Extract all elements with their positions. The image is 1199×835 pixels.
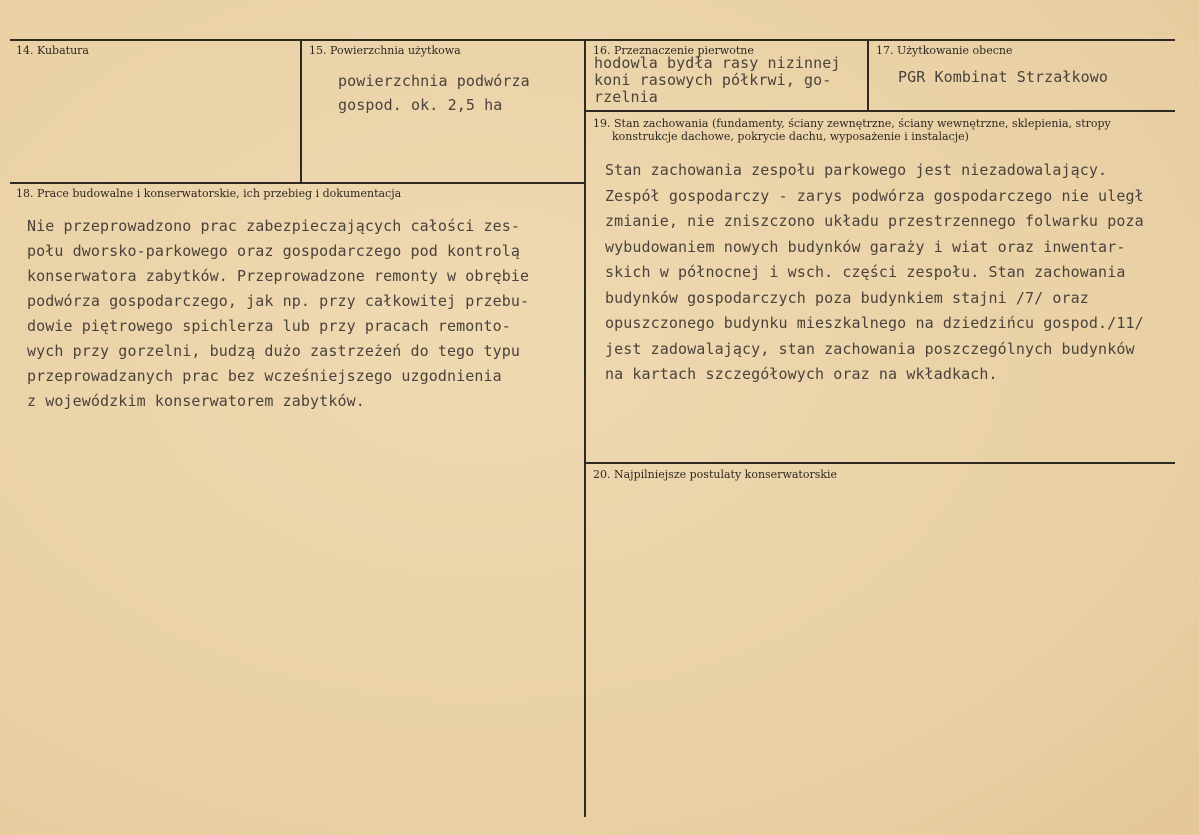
field-18-line: dowie piętrowego spichlerza lub przy pracach remonto- <box>27 317 511 335</box>
field-15-line: gospod. ok. 2,5 ha <box>338 96 503 114</box>
field-19-line: wybudowaniem nowych budynków garaży i wiat oraz inwentar- <box>605 237 1126 256</box>
field-16-line: rzelnia <box>594 88 658 106</box>
rule-above-18 <box>10 182 585 184</box>
field-19-line: skich w północnej i wsch. części zespołu. Stan zachowania <box>605 263 1126 281</box>
field-18-line: podwórza gospodarczego, jak np. przy całkowitej przebu- <box>27 292 530 310</box>
field-18-line: przeprowadzanych prac bez wcześniejszego uzgodnienia <box>27 367 502 385</box>
rule-above-20 <box>585 462 1175 464</box>
top-rule <box>10 39 1175 41</box>
divider-16-17 <box>867 40 869 110</box>
field-19-line: na kartach szczegółowych oraz na wkładkach. <box>605 365 998 383</box>
field-18-label: 18. Prace budowalne i konserwatorskie, ich przebieg i dokumentacja <box>16 187 402 200</box>
field-16-value <box>594 55 841 106</box>
divider-main-vertical <box>584 40 586 817</box>
field-19-line: Stan zachowania zespołu parkowego jest niezadowalający. <box>605 161 1108 179</box>
divider-14-15 <box>300 40 302 183</box>
field-19-label-line2: konstrukcje dachowe, pokrycie dachu, wyposażenie i instalacje) <box>612 130 969 143</box>
field-16-line: koni rasowych półkrwi, go- <box>594 71 832 89</box>
field-17-line: PGR Kombinat Strzałkowo <box>898 68 1109 86</box>
field-17-value <box>898 67 1108 87</box>
field-19-label-line1: 19. Stan zachowania (fundamenty, ściany zewnętrzne, ściany wewnętrzne, sklepienia, stropy <box>593 117 1111 130</box>
field-16-line: hodowla bydła rasy nizinnej <box>594 54 841 72</box>
field-19-line: zmianie, nie zniszczono układu przestrzennego folwarku poza <box>605 212 1144 230</box>
field-15-value <box>338 69 530 117</box>
field-15-label: 15. Powierzchnia użytkowa <box>309 44 461 57</box>
field-14-label: 14. Kubatura <box>16 44 89 57</box>
field-18-value <box>27 214 529 414</box>
field-19-line: jest zadowalający, stan zachowania poszczególnych budynków <box>605 339 1135 358</box>
field-20-label: 20. Najpilniejsze postulaty konserwatorskie <box>593 468 838 481</box>
field-18-line: wych przy gorzelni, budzą dużo zastrzeżeń do tego typu <box>27 342 521 360</box>
field-18-line: połu dworsko-parkowego oraz gospodarczego pod kontrolą <box>27 242 521 260</box>
field-19-value <box>605 158 1144 388</box>
field-18-line: z wojewódzkim konserwatorem zabytków. <box>27 392 365 410</box>
field-16-label: 16. Przeznaczenie pierwotne <box>593 44 754 57</box>
field-19-line: opuszczonego budynku mieszkalnego na dziedzińcu gospod./11/ <box>605 314 1144 332</box>
field-15-line: powierzchnia podwórza <box>338 72 530 90</box>
field-19-line: Zespół gospodarczy - zarys podwórza gospodarczego nie uległ <box>605 186 1144 205</box>
rule-above-19 <box>585 110 1175 112</box>
field-17-label: 17. Użytkowanie obecne <box>876 44 1013 57</box>
field-18-line: Nie przeprowadzono prac zabezpieczających całości zes- <box>27 217 521 235</box>
field-18-line: konserwatora zabytków. Przeprowadzone remonty w obrębie <box>27 267 530 285</box>
field-19-line: budynków gospodarczych poza budynkiem stajni /7/ oraz <box>605 288 1089 307</box>
